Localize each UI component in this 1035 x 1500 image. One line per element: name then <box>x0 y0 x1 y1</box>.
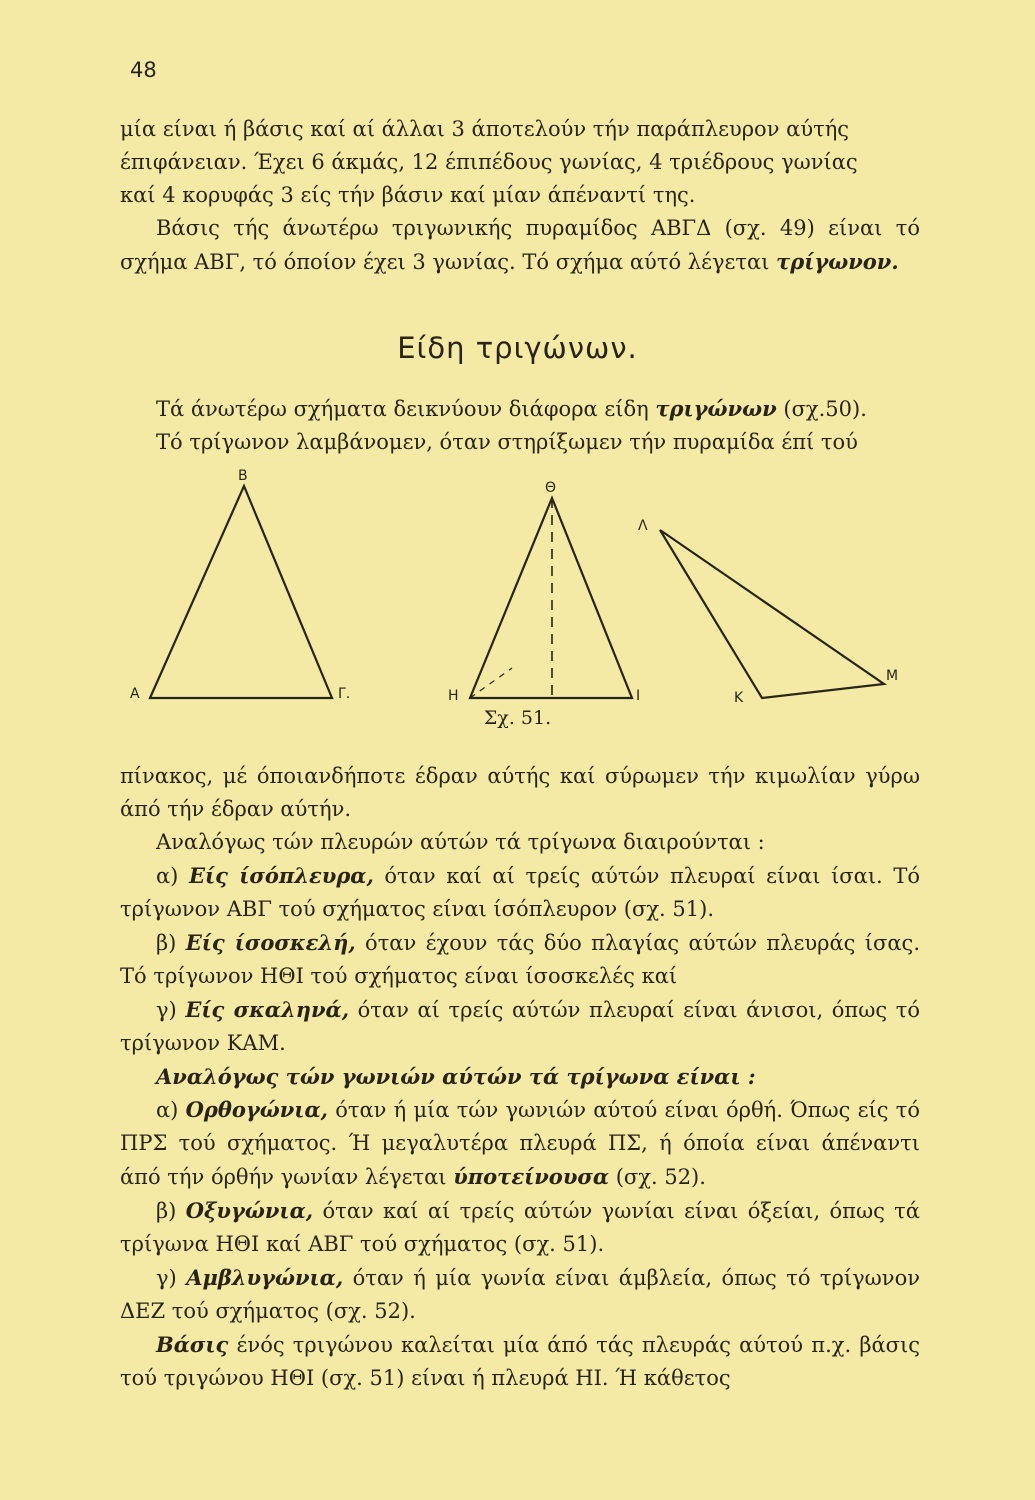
item-obtuse <box>120 1261 920 1328</box>
item-right <box>120 1093 920 1194</box>
paragraph-triangle-base <box>120 212 920 279</box>
paragraph-base-definition <box>120 1328 920 1395</box>
label-h: Η <box>448 688 459 704</box>
text-line: μία είναι ή βάσις καί αί άλλαι 3 άποτελούν τήν παράπλευρον αύτής <box>120 117 850 141</box>
text-line: Τό τρίγωνον λαμβάνομεν, όταν στηρίξωμεν τήν πυραμίδα έπί τού <box>156 430 858 454</box>
text-line: καί 4 κορυφάς 3 είς τήν βάσιν καί μίαν άπέναντί της. <box>120 183 696 207</box>
label-b: Β <box>238 468 248 484</box>
item-scalene <box>120 993 920 1060</box>
item-equilateral <box>120 859 920 926</box>
scalene-triangle <box>660 530 884 698</box>
term-isosceles: Είς ίσοσκελή, <box>185 930 356 955</box>
item-prefix: β) <box>156 931 177 955</box>
text-line: πίνακος, μέ όποιανδήποτε έδραν αύτής καί σύρωμεν τήν κιμωλίαν γύρω άπό τήν έδραν αύτήν. <box>120 764 920 821</box>
triangles-diagram <box>120 468 920 708</box>
isosceles-triangle <box>470 498 632 698</box>
item-text: όταν αί τρείς αύτών πλευραί είναι άνισοι, όπως τό τρίγωνον ΚΑΜ. <box>120 998 920 1055</box>
item-text: όταν ή μία γωνία είναι άμβλεία, όπως τό τρίγωνον ΔΕΖ τού σχήματος (σχ. 52). <box>120 1266 920 1323</box>
figure-caption: Σχ. 51. <box>483 707 552 729</box>
text-line: έπιφάνειαν. Έχει 6 άκμάς, 12 έπιπέδους γωνίας, 4 τριέδρους γωνίας <box>120 150 858 174</box>
term-scalene: Είς σκαληνά, <box>185 997 350 1022</box>
figure-51 <box>120 468 920 738</box>
paragraph-body <box>120 760 920 1395</box>
paragraph-kinds <box>120 392 920 459</box>
term-triangles: τριγώνων <box>655 396 777 421</box>
item-prefix: β) <box>156 1199 177 1223</box>
label-l: Λ <box>638 518 648 534</box>
text: Τά άνωτέρω σχήματα δεικνύουν διάφορα είδη <box>156 397 649 421</box>
text: Βάσις τής άνωτέρω τριγωνικής πυραμίδος ΑΒΓΔ (σχ. 49) είναι τό σχήμα ΑΒΓ, τό όποίον έχει 3 γωνίας. Τό σχήμα αύτό λέγεται <box>120 216 920 274</box>
item-text: όταν καί αί τρείς αύτών πλευραί είναι ίσαι. Τό τρίγωνον ΑΒΓ τού σχήματος είναι ίσόπλευρον (σχ. 51). <box>120 864 920 921</box>
term-acute: Οξυγώνια, <box>185 1198 314 1223</box>
equilateral-triangle <box>150 486 332 698</box>
label-th: Θ <box>545 480 557 496</box>
item-text: ένός τριγώνου καλείται μία άπό τάς πλευράς αύτού π.χ. βάσις τού τριγώνου ΗΘΙ (σχ. 51) είναι ή πλευρά ΗΙ. Ή κάθετος <box>120 1333 920 1390</box>
term-triangle: τρίγωνον. <box>776 249 899 274</box>
text: (σχ.50). <box>783 397 867 421</box>
page-number: 48 <box>130 58 157 82</box>
item-prefix: α) <box>156 1098 179 1122</box>
angles-intro: Αναλόγως τών γωνιών αύτών τά τρίγωνα είναι : <box>156 1064 756 1089</box>
section-heading: Είδη τριγώνων. <box>397 331 638 365</box>
item-text: όταν καί αί τρείς αύτών γωνίαι είναι όξείαι, όπως τά τρίγωνα ΗΘΙ καί ΑΒΓ τού σχήματος (σχ. 51). <box>120 1199 920 1256</box>
item-prefix: α) <box>156 864 179 888</box>
item-text: (σχ. 52). <box>615 1165 706 1189</box>
label-i: Ι <box>636 688 641 704</box>
label-a: Α <box>130 686 140 702</box>
text-line: Αναλόγως τών πλευρών αύτών τά τρίγωνα διαιρούνται : <box>156 830 765 854</box>
item-prefix: γ) <box>156 998 177 1022</box>
item-text: όταν έχουν τάς δύο πλαγίας αύτών πλευράς ίσας. Τό τρίγωνον ΗΘΙ τού σχήματος είναι ίσοσκελές καί <box>120 931 920 988</box>
term-obtuse: Αμβλυγώνια, <box>186 1265 344 1290</box>
label-g: Γ. <box>338 686 351 702</box>
label-m: Μ <box>886 668 899 684</box>
item-text: όταν ή μία τών γωνιών αύτού είναι όρθή. Όπως είς τό ΠΡΣ τού σχήματος. Ή μεγαλυτέρα πλευρά ΠΣ, ή όποία είναι άπέναντι άπό τήν όρθήν γωνίαν λέγεται <box>120 1098 920 1189</box>
label-k: Κ <box>734 690 744 706</box>
item-acute <box>120 1194 920 1261</box>
item-prefix: γ) <box>156 1266 177 1290</box>
item-isosceles <box>120 926 920 993</box>
term-base: Βάσις <box>156 1332 229 1357</box>
term-hypotenuse: ύποτείνουσα <box>453 1164 610 1189</box>
paragraph-pyramid-end <box>120 113 920 212</box>
term-equilateral: Είς ίσόπλευρα, <box>189 863 374 888</box>
term-right: Ορθογώνια, <box>185 1097 328 1122</box>
